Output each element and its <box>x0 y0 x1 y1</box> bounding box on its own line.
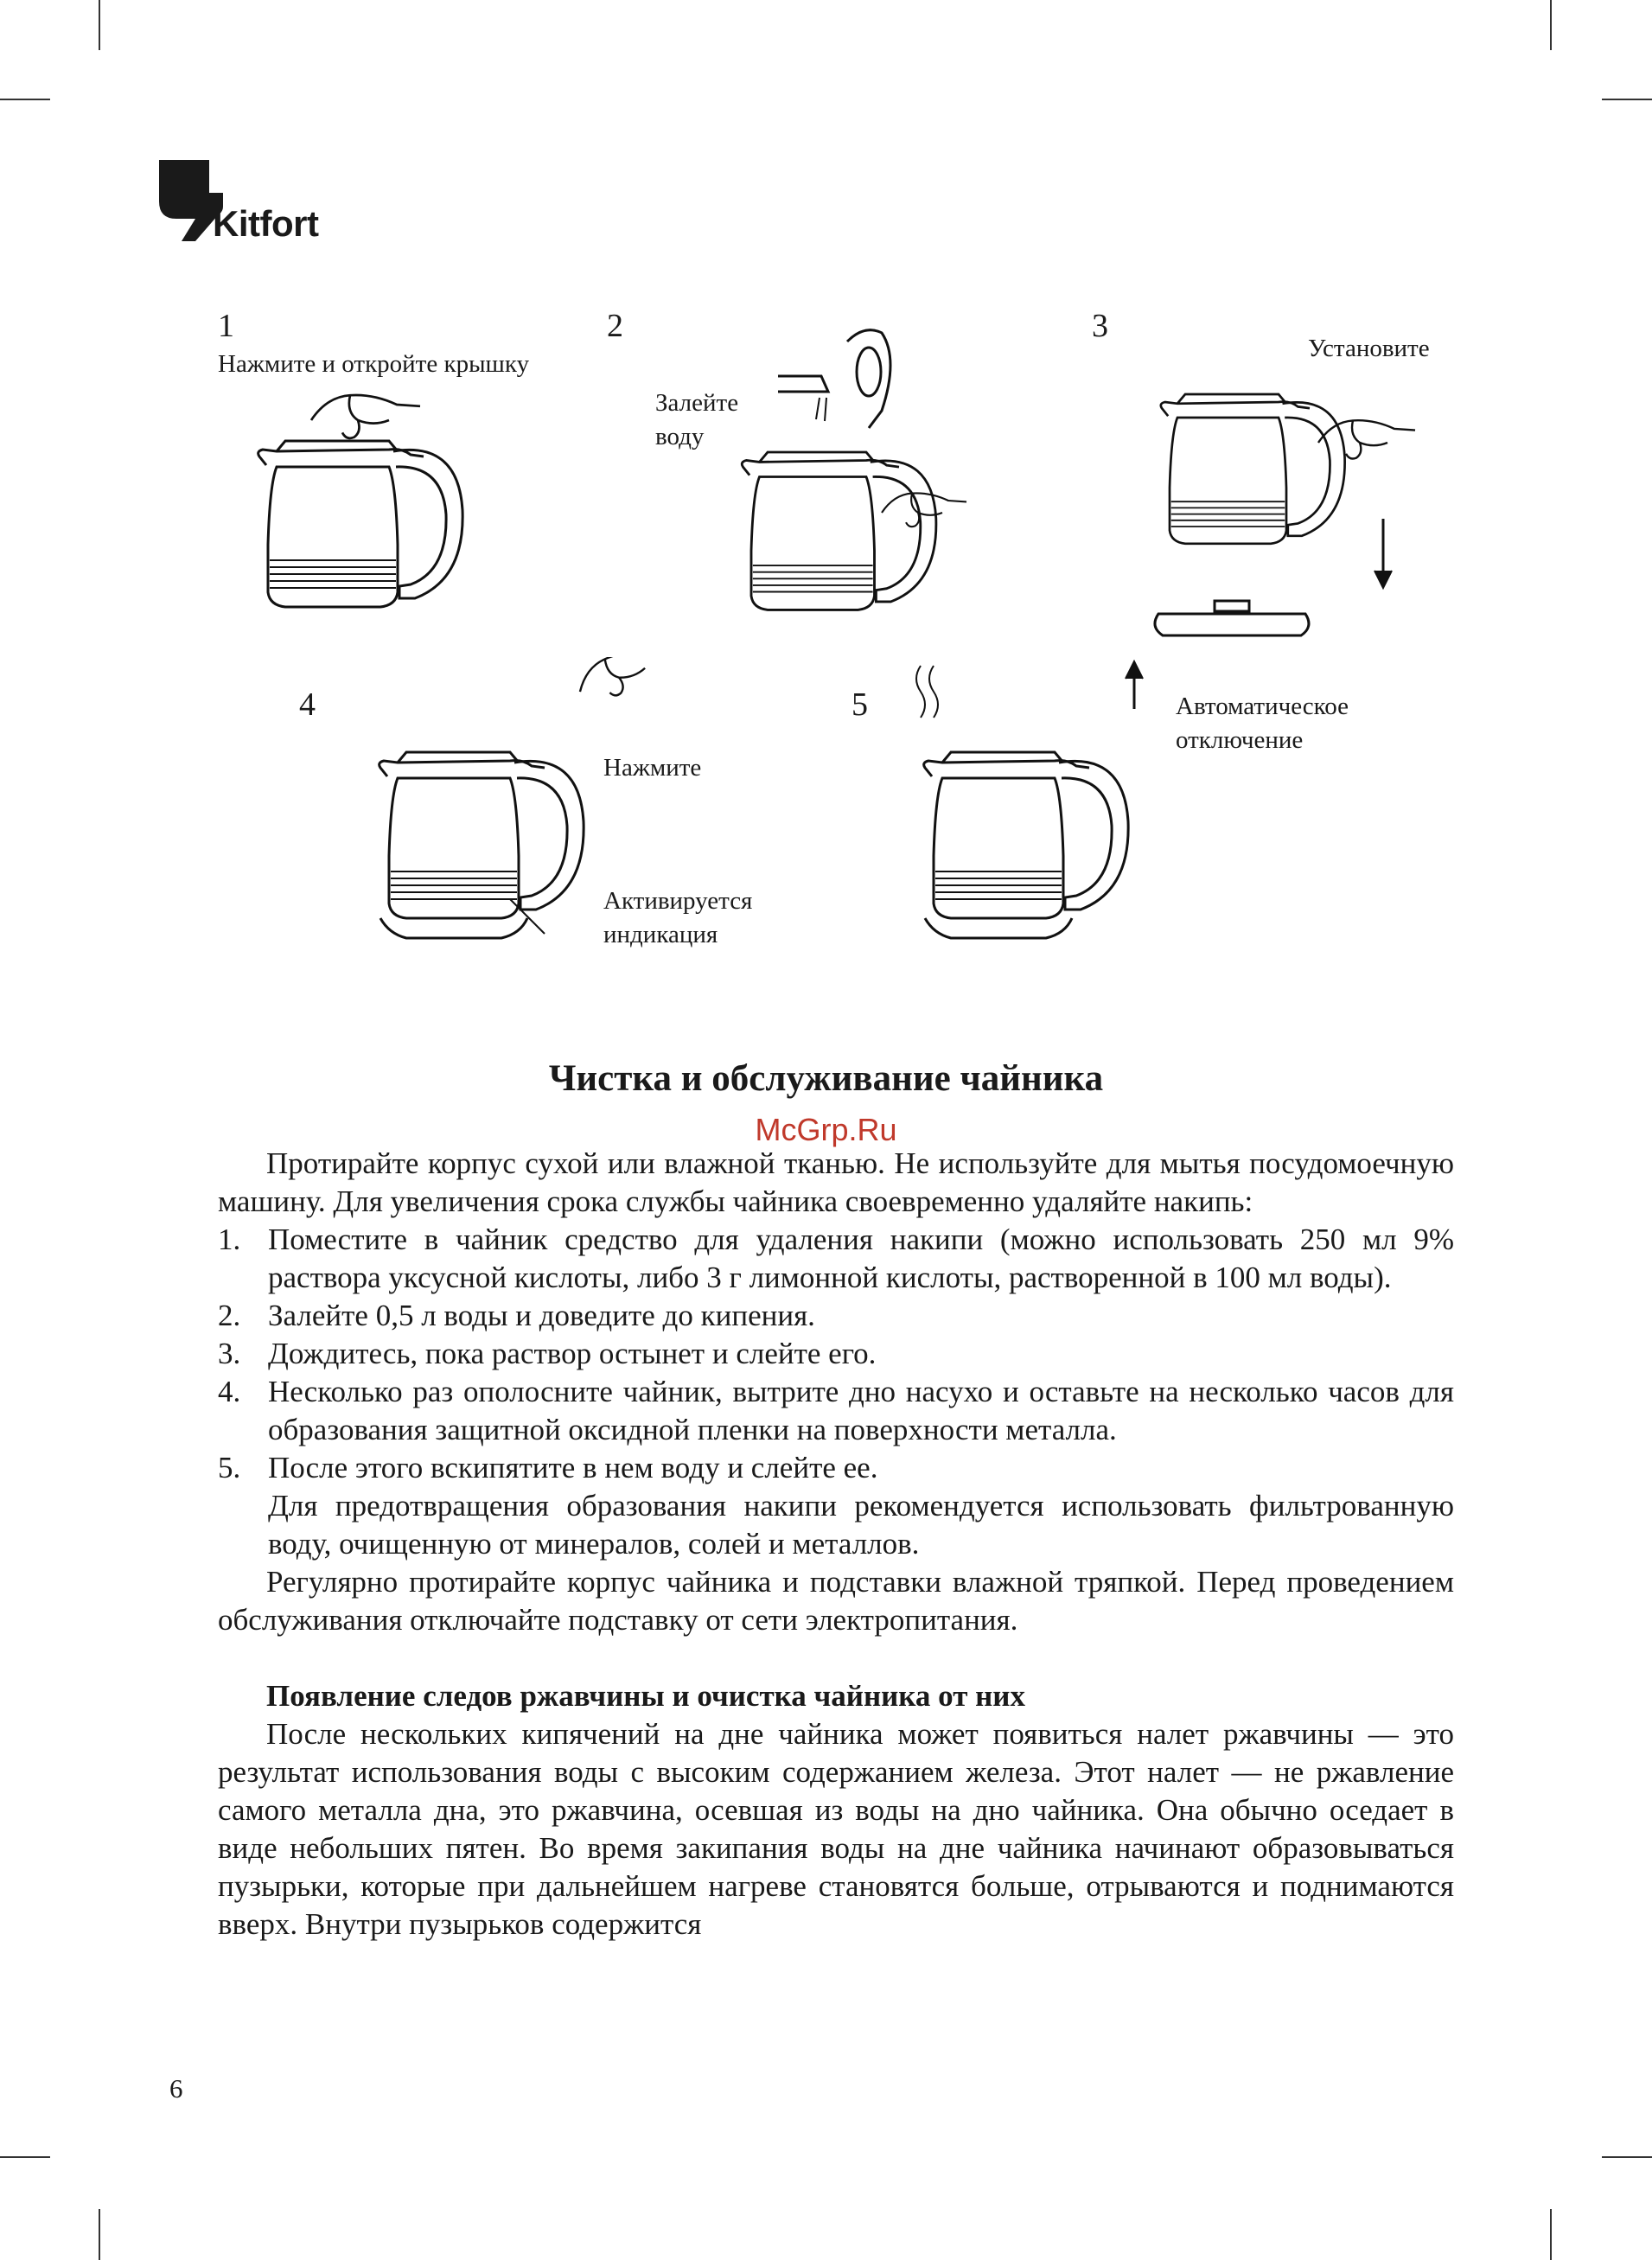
kettle-auto-off-illustration <box>908 657 1184 951</box>
list-item-text: Несколько раз ополосните чайник, вытрите дно насухо и оставьте на несколько часов для образования защитной оксидной пленки на поверхности металла. <box>268 1375 1454 1446</box>
cleaning-steps-list <box>218 1221 1454 1487</box>
page-number: 6 <box>169 2073 183 2104</box>
crop-mark <box>1550 2209 1552 2260</box>
step-caption-line: индикация <box>603 921 718 948</box>
subsection-title: Появление следов ржавчины и очистка чайника от них <box>266 1679 1025 1713</box>
step-caption: Установите <box>1308 335 1430 362</box>
list-item-text: Поместите в чайник средство для удаления накипи (можно использовать 250 мл 9% раствора уксусной кислоты, либо 3 г лимонной кислоты, растворенной в 100 мл воды). <box>268 1223 1454 1294</box>
section-title: Чистка и обслуживание чайника <box>548 1058 1104 1099</box>
brand-name: Kitfort <box>213 203 319 244</box>
list-item <box>218 1449 1454 1487</box>
crop-mark <box>1602 2156 1652 2158</box>
note-paragraph: Для предотвращения образования накипи рекомендуется использовать фильтрованную воду, очищенную от минералов, солей и металлов. <box>268 1489 1454 1561</box>
step-caption <box>1176 690 1349 757</box>
kettle-place-on-base-illustration <box>1145 363 1431 648</box>
crop-mark <box>0 2156 50 2158</box>
step-caption: Нажмите <box>603 754 702 782</box>
list-item <box>218 1335 1454 1373</box>
list-item <box>218 1373 1454 1449</box>
list-item-number: 2. <box>218 1299 241 1332</box>
step-number: 5 <box>852 686 868 723</box>
crop-mark <box>99 0 100 50</box>
crop-mark <box>0 99 50 100</box>
step-number: 3 <box>1092 308 1108 344</box>
crop-mark <box>1550 0 1552 50</box>
list-item <box>218 1221 1454 1297</box>
intro-paragraph: Протирайте корпус сухой или влажной тканью. Не используйте для мытья посудомоечную машину. Для увеличения срока службы чайника своевременно удаляйте накипь: <box>218 1146 1454 1218</box>
step-caption-line: отключение <box>1176 726 1304 754</box>
step-caption: Нажмите и откройте крышку <box>218 350 530 378</box>
body-text <box>218 1145 1454 1944</box>
list-item-number: 1. <box>218 1223 241 1256</box>
list-item-text: Дождитесь, пока раствор остынет и слейте его. <box>268 1337 877 1370</box>
crop-mark <box>99 2209 100 2260</box>
watermark: McGrp.Ru <box>755 1112 897 1147</box>
step-number: 2 <box>607 308 623 344</box>
note-paragraph: Регулярно протирайте корпус чайника и подставки влажной тряпкой. Перед проведением обслуживания отключайте подставку от сети электропитания. <box>218 1565 1454 1637</box>
step-caption-line: воду <box>655 423 705 450</box>
step-caption-line: Активируется <box>603 887 753 915</box>
list-item-number: 4. <box>218 1375 241 1408</box>
list-item <box>218 1297 1454 1335</box>
brand-logo <box>157 158 356 253</box>
kettle-fill-water-illustration <box>726 324 968 644</box>
crop-mark <box>1602 99 1652 100</box>
step-number: 4 <box>299 686 316 723</box>
list-item-text: После этого вскипятите в нем воду и слейте ее. <box>268 1451 878 1484</box>
step-number: 1 <box>218 308 234 344</box>
list-item-number: 3. <box>218 1337 241 1370</box>
list-item-number: 5. <box>218 1451 241 1484</box>
kettle-open-lid-illustration <box>251 380 475 640</box>
list-item-text: Залейте 0,5 л воды и доведите до кипения. <box>268 1299 815 1332</box>
subsection-paragraph: После нескольких кипячений на дне чайника может появиться налет ржавчины — это результат использования воды с высоким содержанием железа. Этот налет — не ржавление самого металла дна, это ржавчина, осевшая из воды на дно чайника. Она обычно оседает в виде небольших пятен. Во время закипания воды на дне чайника начинают образовываться пузырьки, которые при дальнейшем нагреве становятся больше, отрываются и поднимаются вверх. Внутри пузырьков содержится <box>218 1717 1454 1941</box>
step-caption-line: Залейте <box>655 389 739 417</box>
step-caption-line: Автоматическое <box>1176 693 1349 720</box>
kettle-press-switch-illustration <box>363 657 692 951</box>
